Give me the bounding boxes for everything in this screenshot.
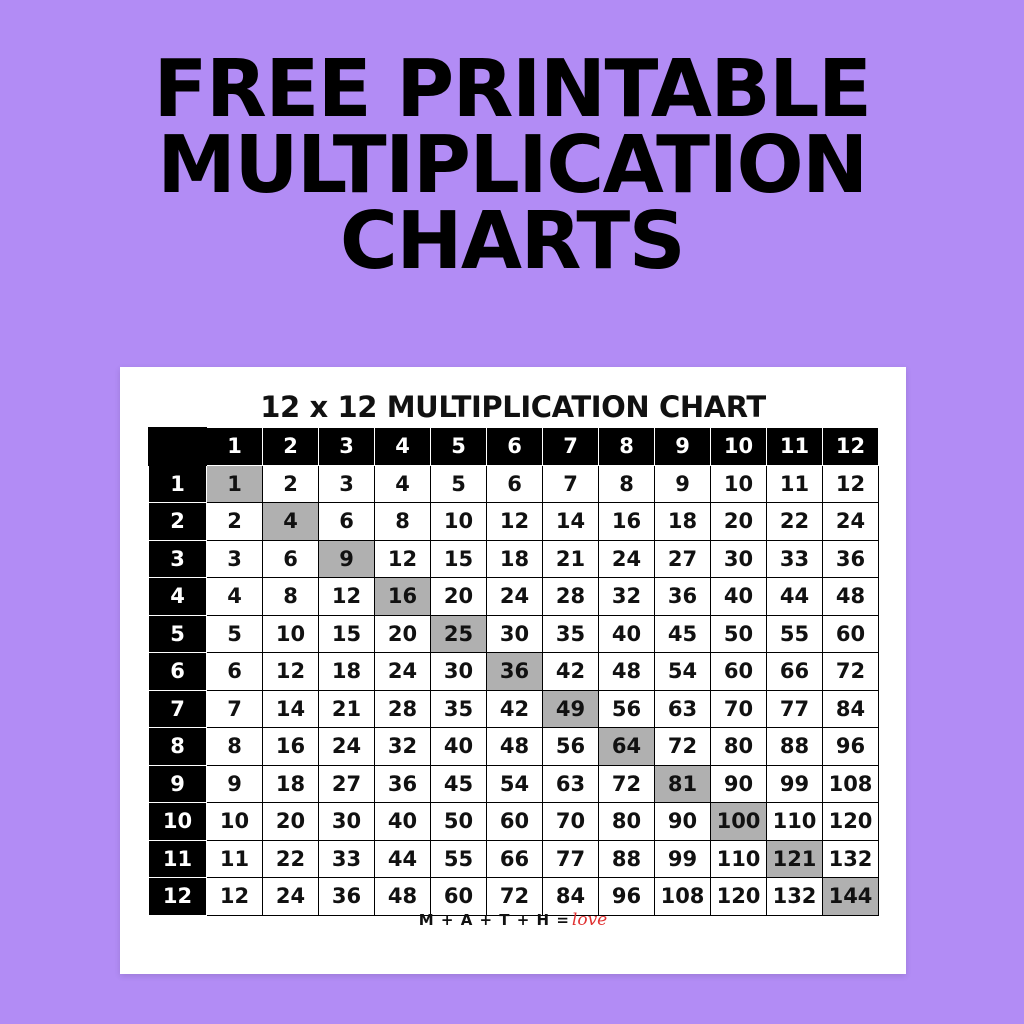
cell-1-6: 6 [487, 465, 543, 503]
cell-5-7: 35 [543, 615, 599, 653]
row-header-12: 12 [149, 878, 207, 916]
cell-4-1: 4 [207, 578, 263, 616]
cell-5-10: 50 [711, 615, 767, 653]
cell-7-10: 70 [711, 690, 767, 728]
row-header-2: 2 [149, 503, 207, 541]
cell-11-9: 99 [655, 840, 711, 878]
table-row [149, 578, 879, 616]
cell-1-10: 10 [711, 465, 767, 503]
cell-4-8: 32 [599, 578, 655, 616]
headline-line-1: FREE PRINTABLE [153, 43, 871, 135]
cell-8-4: 32 [375, 728, 431, 766]
cell-2-1: 2 [207, 503, 263, 541]
cell-7-8: 56 [599, 690, 655, 728]
multiplication-table [148, 427, 879, 916]
cell-6-6: 36 [487, 653, 543, 691]
cell-6-1: 6 [207, 653, 263, 691]
cell-6-12: 72 [823, 653, 879, 691]
cell-6-9: 54 [655, 653, 711, 691]
cell-3-9: 27 [655, 540, 711, 578]
cell-9-7: 63 [543, 765, 599, 803]
cell-8-7: 56 [543, 728, 599, 766]
cell-5-5: 25 [431, 615, 487, 653]
cell-2-5: 10 [431, 503, 487, 541]
row-header-6: 6 [149, 653, 207, 691]
table-header [149, 428, 879, 466]
cell-11-2: 22 [263, 840, 319, 878]
col-header-5: 5 [431, 428, 487, 466]
cell-10-11: 110 [767, 803, 823, 841]
cell-6-3: 18 [319, 653, 375, 691]
col-header-2: 2 [263, 428, 319, 466]
cell-3-3: 9 [319, 540, 375, 578]
cell-1-1: 1 [207, 465, 263, 503]
cell-1-4: 4 [375, 465, 431, 503]
cell-4-5: 20 [431, 578, 487, 616]
cell-10-10: 100 [711, 803, 767, 841]
col-header-1: 1 [207, 428, 263, 466]
cell-7-5: 35 [431, 690, 487, 728]
chart-title: 12 x 12 MULTIPLICATION CHART [260, 390, 766, 424]
table-row [149, 728, 879, 766]
cell-2-4: 8 [375, 503, 431, 541]
cell-2-10: 20 [711, 503, 767, 541]
cell-12-6: 72 [487, 878, 543, 916]
cell-3-7: 21 [543, 540, 599, 578]
cell-12-5: 60 [431, 878, 487, 916]
cell-2-6: 12 [487, 503, 543, 541]
row-header-1: 1 [149, 465, 207, 503]
cell-2-11: 22 [767, 503, 823, 541]
cell-2-3: 6 [319, 503, 375, 541]
cell-7-9: 63 [655, 690, 711, 728]
math-love-script-word: love [571, 910, 608, 930]
row-header-8: 8 [149, 728, 207, 766]
cell-6-11: 66 [767, 653, 823, 691]
col-header-9: 9 [655, 428, 711, 466]
col-header-7: 7 [543, 428, 599, 466]
cell-4-11: 44 [767, 578, 823, 616]
cell-7-7: 49 [543, 690, 599, 728]
cell-3-10: 30 [711, 540, 767, 578]
cell-9-10: 90 [711, 765, 767, 803]
cell-11-3: 33 [319, 840, 375, 878]
col-header-10: 10 [711, 428, 767, 466]
cell-5-9: 45 [655, 615, 711, 653]
cell-9-12: 108 [823, 765, 879, 803]
cell-10-4: 40 [375, 803, 431, 841]
cell-9-1: 9 [207, 765, 263, 803]
cell-3-4: 12 [375, 540, 431, 578]
cell-11-6: 66 [487, 840, 543, 878]
cell-6-5: 30 [431, 653, 487, 691]
cell-11-11: 121 [767, 840, 823, 878]
cell-6-8: 48 [599, 653, 655, 691]
row-header-10: 10 [149, 803, 207, 841]
cell-9-9: 81 [655, 765, 711, 803]
cell-5-11: 55 [767, 615, 823, 653]
cell-3-12: 36 [823, 540, 879, 578]
cell-4-2: 8 [263, 578, 319, 616]
cell-7-11: 77 [767, 690, 823, 728]
cell-12-1: 12 [207, 878, 263, 916]
cell-10-9: 90 [655, 803, 711, 841]
cell-3-6: 18 [487, 540, 543, 578]
cell-12-4: 48 [375, 878, 431, 916]
cell-12-8: 96 [599, 878, 655, 916]
cell-5-2: 10 [263, 615, 319, 653]
cell-10-3: 30 [319, 803, 375, 841]
cell-12-7: 84 [543, 878, 599, 916]
cell-12-11: 132 [767, 878, 823, 916]
cell-7-12: 84 [823, 690, 879, 728]
cell-8-12: 96 [823, 728, 879, 766]
cell-1-5: 5 [431, 465, 487, 503]
cell-12-2: 24 [263, 878, 319, 916]
table-header-row [149, 428, 879, 466]
cell-2-12: 24 [823, 503, 879, 541]
cell-11-10: 110 [711, 840, 767, 878]
row-header-7: 7 [149, 690, 207, 728]
math-love-logo [120, 910, 906, 930]
col-header-4: 4 [375, 428, 431, 466]
cell-7-1: 7 [207, 690, 263, 728]
cell-1-11: 11 [767, 465, 823, 503]
table-row [149, 690, 879, 728]
table-row [149, 503, 879, 541]
cell-4-3: 12 [319, 578, 375, 616]
cell-11-12: 132 [823, 840, 879, 878]
cell-1-12: 12 [823, 465, 879, 503]
cell-7-6: 42 [487, 690, 543, 728]
row-header-9: 9 [149, 765, 207, 803]
cell-9-11: 99 [767, 765, 823, 803]
cell-5-6: 30 [487, 615, 543, 653]
col-header-12: 12 [823, 428, 879, 466]
table-row [149, 465, 879, 503]
cell-8-8: 64 [599, 728, 655, 766]
cell-8-1: 8 [207, 728, 263, 766]
cell-2-2: 4 [263, 503, 319, 541]
table-row [149, 653, 879, 691]
cell-11-8: 88 [599, 840, 655, 878]
cell-4-6: 24 [487, 578, 543, 616]
cell-5-8: 40 [599, 615, 655, 653]
multiplication-grid [148, 427, 878, 916]
cell-4-7: 28 [543, 578, 599, 616]
table-row [149, 765, 879, 803]
cell-6-7: 42 [543, 653, 599, 691]
cell-9-6: 54 [487, 765, 543, 803]
col-header-6: 6 [487, 428, 543, 466]
cell-2-7: 14 [543, 503, 599, 541]
cell-1-2: 2 [263, 465, 319, 503]
cell-3-8: 24 [599, 540, 655, 578]
cell-9-2: 18 [263, 765, 319, 803]
cell-5-4: 20 [375, 615, 431, 653]
cell-8-11: 88 [767, 728, 823, 766]
cell-10-12: 120 [823, 803, 879, 841]
cell-2-9: 18 [655, 503, 711, 541]
cell-2-8: 16 [599, 503, 655, 541]
cell-3-1: 3 [207, 540, 263, 578]
cell-3-5: 15 [431, 540, 487, 578]
cell-5-12: 60 [823, 615, 879, 653]
headline-line-2: MULTIPLICATION [157, 118, 867, 211]
cell-6-4: 24 [375, 653, 431, 691]
cell-8-5: 40 [431, 728, 487, 766]
cell-10-5: 50 [431, 803, 487, 841]
cell-4-12: 48 [823, 578, 879, 616]
cell-12-12: 144 [823, 878, 879, 916]
cell-1-8: 8 [599, 465, 655, 503]
cell-3-11: 33 [767, 540, 823, 578]
cell-10-2: 20 [263, 803, 319, 841]
cell-11-7: 77 [543, 840, 599, 878]
table-row [149, 840, 879, 878]
cell-7-4: 28 [375, 690, 431, 728]
row-header-4: 4 [149, 578, 207, 616]
cell-4-9: 36 [655, 578, 711, 616]
math-love-text: M + A + T + H = [418, 911, 570, 929]
cell-6-2: 12 [263, 653, 319, 691]
cell-12-3: 36 [319, 878, 375, 916]
printable-chart-card [120, 367, 906, 974]
cell-8-9: 72 [655, 728, 711, 766]
cell-11-5: 55 [431, 840, 487, 878]
cell-1-9: 9 [655, 465, 711, 503]
cell-9-8: 72 [599, 765, 655, 803]
cell-7-2: 14 [263, 690, 319, 728]
cell-9-4: 36 [375, 765, 431, 803]
table-row [149, 540, 879, 578]
page-title [0, 43, 1024, 287]
cell-6-10: 60 [711, 653, 767, 691]
cell-8-10: 80 [711, 728, 767, 766]
col-header-11: 11 [767, 428, 823, 466]
table-row [149, 615, 879, 653]
cell-7-3: 21 [319, 690, 375, 728]
cell-4-4: 16 [375, 578, 431, 616]
cell-8-2: 16 [263, 728, 319, 766]
cell-5-3: 15 [319, 615, 375, 653]
cell-9-5: 45 [431, 765, 487, 803]
table-body [149, 465, 879, 915]
headline-line-3: CHARTS [339, 194, 685, 287]
row-header-3: 3 [149, 540, 207, 578]
cell-1-3: 3 [319, 465, 375, 503]
cell-9-3: 27 [319, 765, 375, 803]
cell-5-1: 5 [207, 615, 263, 653]
cell-1-7: 7 [543, 465, 599, 503]
cell-11-4: 44 [375, 840, 431, 878]
cell-3-2: 6 [263, 540, 319, 578]
row-header-5: 5 [149, 615, 207, 653]
cell-8-3: 24 [319, 728, 375, 766]
cell-10-8: 80 [599, 803, 655, 841]
cell-10-6: 60 [487, 803, 543, 841]
table-corner-cell [149, 428, 207, 466]
cell-12-10: 120 [711, 878, 767, 916]
cell-10-7: 70 [543, 803, 599, 841]
table-row [149, 803, 879, 841]
col-header-8: 8 [599, 428, 655, 466]
row-header-11: 11 [149, 840, 207, 878]
col-header-3: 3 [319, 428, 375, 466]
cell-11-1: 11 [207, 840, 263, 878]
cell-4-10: 40 [711, 578, 767, 616]
cell-12-9: 108 [655, 878, 711, 916]
cell-10-1: 10 [207, 803, 263, 841]
cell-8-6: 48 [487, 728, 543, 766]
